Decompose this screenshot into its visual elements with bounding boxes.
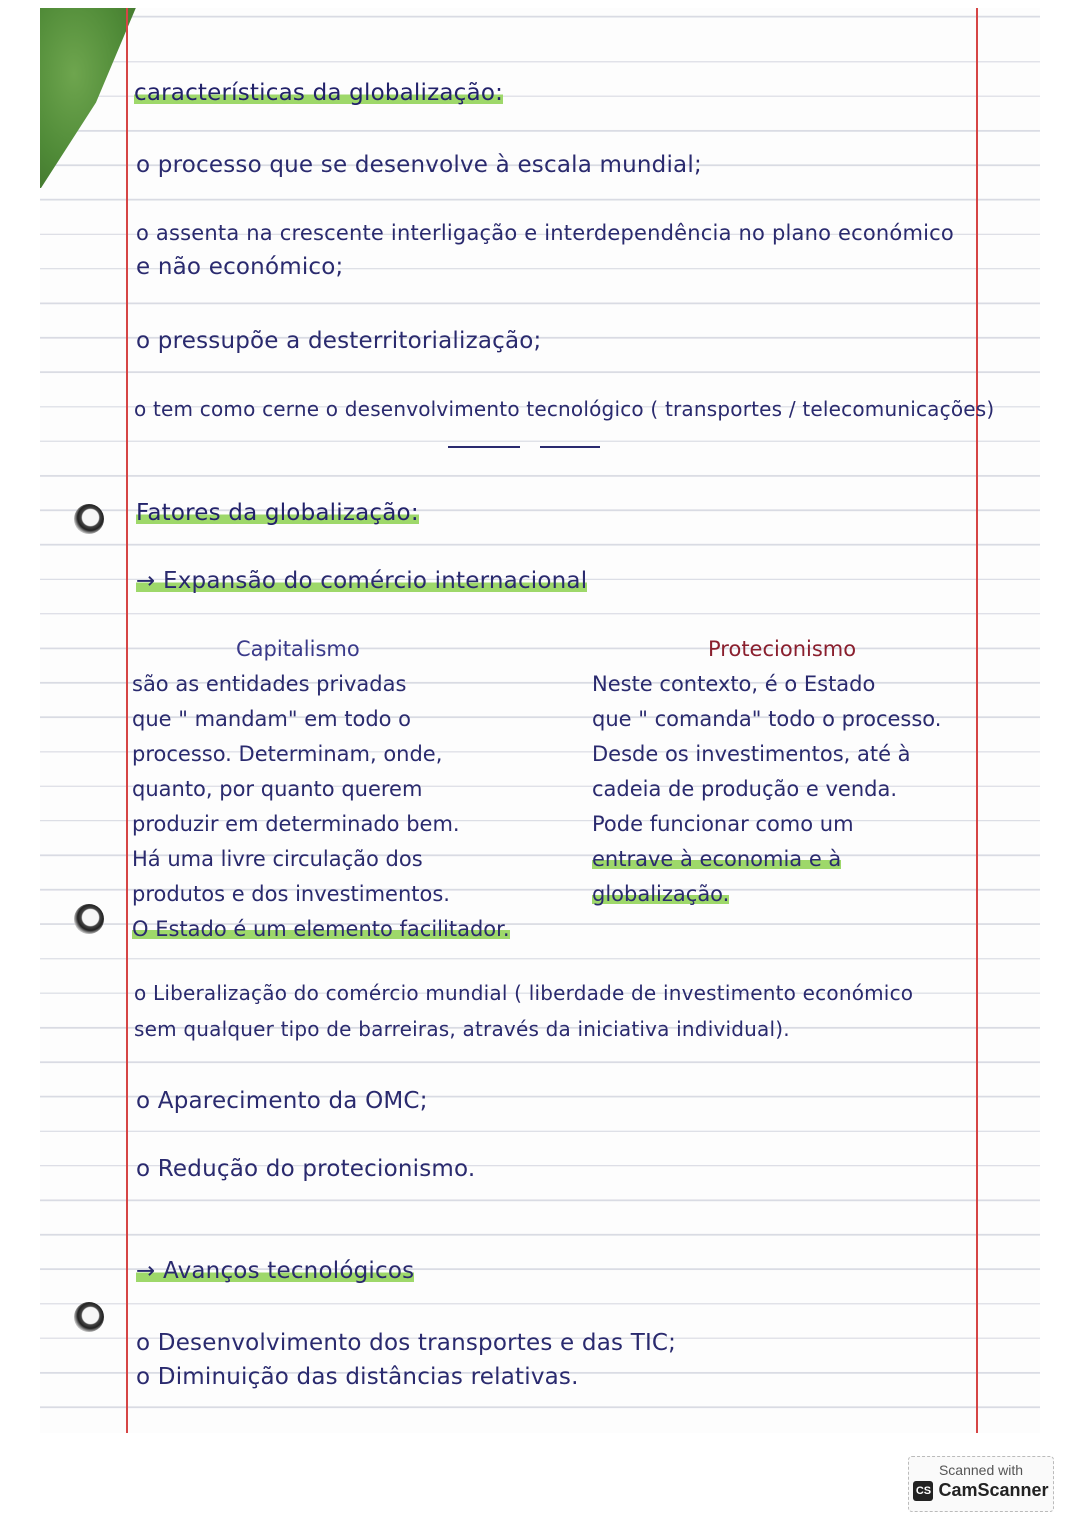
divider-left (448, 446, 520, 448)
capitalismo-line: são as entidades privadas (132, 672, 407, 696)
capitalismo-line: produzir em determinado bem. (132, 812, 460, 836)
divider-right (540, 446, 600, 448)
section2-bullet-5: o Diminuição das distâncias relativas. (136, 1364, 579, 1390)
capitalismo-column (132, 632, 532, 947)
protecionismo-title: Protecionismo (708, 637, 857, 661)
protecionismo-line: cadeia de produção e venda. (592, 777, 898, 801)
protecionismo-column (592, 632, 972, 912)
section1-bullet-2-cont: e não económico; (136, 254, 344, 280)
badge-top-text: Scanned with (938, 1462, 1024, 1478)
section2-title: Fatores da globalização: (136, 500, 419, 526)
punch-hole-1 (74, 504, 104, 534)
capitalismo-line: produtos e dos investimentos. (132, 882, 450, 906)
badge-brand-text: CamScanner (938, 1480, 1049, 1500)
section1-bullet-1: o processo que se desenvolve à escala mundial; (136, 152, 702, 178)
camscanner-badge (908, 1456, 1054, 1512)
section2-bullet-3: o Redução do protecionismo. (136, 1156, 476, 1182)
capitalismo-line: Há uma livre circulação dos (132, 847, 423, 871)
subheading-avancos: → Avanços tecnológicos (136, 1258, 415, 1284)
section1-bullet-3: o pressupõe a desterritorialização; (136, 328, 542, 354)
protecionismo-line: Pode funcionar como um (592, 812, 854, 836)
protecionismo-line: entrave à economia e à (592, 847, 842, 871)
capitalismo-line: que " mandam" em todo o (132, 707, 412, 731)
subheading-expansion: → Expansão do comércio internacional (136, 568, 588, 594)
section2-bullet-1-cont: sem qualquer tipo de barreiras, através da iniciativa individual). (134, 1017, 790, 1041)
protecionismo-line: que " comanda" todo o processo. (592, 707, 942, 731)
protecionismo-line: Desde os investimentos, até à (592, 742, 911, 766)
section1-bullet-2: o assenta na crescente interligação e interdependência no plano económico (136, 221, 954, 245)
right-margin-line (976, 8, 978, 1433)
section2-bullet-1: o Liberalização do comércio mundial ( liberdade de investimento económico (134, 981, 914, 1005)
punch-hole-3 (74, 1302, 104, 1332)
section1-title: características da globalização: (134, 80, 504, 106)
capitalismo-note: O Estado é um elemento facilitador. (132, 917, 510, 941)
section1-bullet-4: o tem como cerne o desenvolvimento tecnológico ( transportes / telecomunicações) (134, 397, 995, 421)
protecionismo-line: Neste contexto, é o Estado (592, 672, 876, 696)
section2-bullet-2: o Aparecimento da OMC; (136, 1088, 428, 1114)
capitalismo-line: quanto, por quanto querem (132, 777, 423, 801)
capitalismo-title: Capitalismo (236, 637, 360, 661)
left-margin-line (126, 8, 128, 1433)
camscanner-icon: CS (913, 1481, 933, 1501)
leaf-decoration (40, 8, 140, 188)
badge-brand (913, 1480, 1048, 1501)
capitalismo-line: processo. Determinam, onde, (132, 742, 443, 766)
section2-bullet-4: o Desenvolvimento dos transportes e das TIC; (136, 1330, 677, 1356)
notebook-page (40, 8, 1040, 1433)
punch-hole-2 (74, 904, 104, 934)
protecionismo-line: globalização. (592, 882, 730, 906)
